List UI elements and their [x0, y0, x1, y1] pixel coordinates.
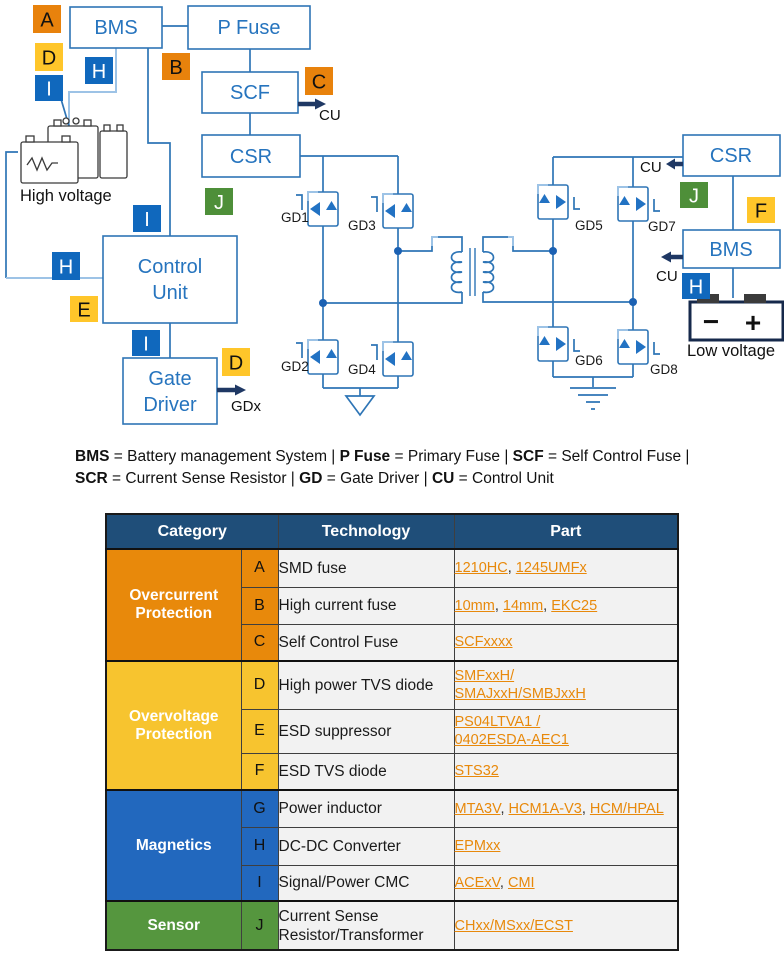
cu-label-scf: CU	[319, 107, 341, 124]
part-link[interactable]: 14mm	[502, 597, 544, 614]
row-letter: E	[241, 709, 278, 753]
legend-line-2: SCR = Current Sense Resistor | GD = Gate Driver | CU = Control Unit	[75, 470, 554, 487]
cu-label-bms: CU	[656, 268, 678, 285]
row-letter: I	[241, 865, 278, 901]
part-link[interactable]: 1245UMFx	[515, 560, 587, 577]
badge-i3: I	[143, 333, 149, 356]
row-technology: Signal/Power CMC	[278, 865, 454, 901]
row-technology: DC-DC Converter	[278, 827, 454, 865]
badge-e: E	[77, 299, 91, 322]
part-link[interactable]: ACExV	[454, 874, 500, 891]
gd4-label: GD4	[348, 362, 376, 377]
legend-key: SCR	[75, 470, 108, 487]
row-technology: Power inductor	[278, 790, 454, 827]
part-link[interactable]: CHxx/MSxx/ECST	[454, 917, 573, 934]
badge-b: B	[169, 57, 183, 79]
row-letter: F	[241, 753, 278, 790]
control-unit-box	[103, 236, 237, 323]
row-parts	[454, 901, 678, 950]
row-parts: MTA3V, HCM1A-V3, HCM/HPAL	[454, 790, 678, 827]
part-link[interactable]: MTA3V	[454, 800, 501, 817]
row-technology: High power TVS diode	[278, 661, 454, 709]
part-link[interactable]: CMI	[507, 874, 535, 891]
row-parts	[454, 827, 678, 865]
badge-j2: J	[689, 185, 699, 208]
gd3-label: GD3	[348, 218, 376, 233]
row-letter: J	[241, 901, 278, 950]
low-voltage-battery-icon	[690, 294, 783, 340]
row-letter: B	[241, 587, 278, 624]
category-overvoltage: Overvoltage Protection	[106, 661, 241, 790]
bms-label-2: BMS	[709, 239, 753, 261]
header-technology: Technology	[278, 514, 454, 549]
part-link[interactable]: EPMxx	[454, 838, 501, 854]
gd2-label: GD2	[281, 359, 309, 374]
part-link[interactable]: 1210HC	[454, 560, 508, 577]
row-letter: A	[241, 549, 278, 587]
table-row-j	[106, 901, 678, 950]
csr-label-2: CSR	[709, 145, 753, 167]
row-technology: High current fuse	[278, 587, 454, 624]
row-technology: SMD fuse	[278, 549, 454, 587]
legend-value: Gate Driver	[340, 470, 420, 487]
table-row-a	[106, 549, 678, 587]
battery-plus: +	[744, 307, 762, 338]
gd6-label: GD6	[575, 353, 603, 368]
category-overcurrent: Overcurrent Protection	[106, 549, 241, 661]
row-parts	[454, 661, 678, 709]
badge-h1: H	[91, 61, 107, 83]
row-technology: ESD suppressor	[278, 709, 454, 753]
mosfets	[296, 185, 660, 376]
part-link[interactable]: STS32	[454, 763, 499, 780]
legend-key: P Fuse	[339, 448, 391, 465]
scf-label: SCF	[230, 82, 270, 104]
bms-label-1: BMS	[94, 17, 138, 39]
legend-key: BMS	[75, 448, 110, 465]
part-link[interactable]: PS04LTVA1 / 0402ESDA-AEC1	[454, 714, 569, 748]
badge-i2: I	[144, 209, 150, 231]
gd8-label: GD8	[650, 362, 678, 377]
row-parts	[454, 709, 678, 753]
badge-c: C	[311, 71, 327, 94]
part-link[interactable]: EKC25	[551, 597, 598, 614]
row-letter: C	[241, 624, 278, 661]
gd7-label: GD7	[648, 219, 676, 234]
badge-h2: H	[58, 256, 74, 279]
table-row-g	[106, 790, 678, 827]
abbreviation-legend	[75, 446, 735, 490]
legend-line-1: BMS = Battery management System | P Fuse = Primary Fuse | SCF = Self Control Fuse |	[75, 448, 690, 465]
transformer	[452, 248, 494, 296]
gate-driver-label-1: Gate	[148, 368, 192, 390]
badge-i1: I	[46, 78, 52, 101]
legend-key: GD	[299, 470, 323, 487]
row-letter: D	[241, 661, 278, 709]
parts-table	[105, 513, 679, 951]
legend-key: CU	[431, 470, 455, 487]
part-link[interactable]: SMFxxH/ SMAJxxH/SMBJxxH	[454, 668, 586, 703]
circuit-diagram	[0, 0, 784, 436]
low-voltage-label: Low voltage	[687, 342, 776, 360]
row-technology: Current Sense Resistor/Transformer	[278, 901, 454, 950]
legend-value: Primary Fuse	[407, 448, 501, 465]
legend-value: Battery management System	[127, 448, 327, 465]
row-letter: G	[241, 790, 278, 827]
high-voltage-battery-icon	[21, 118, 127, 183]
gdx-label: GDx	[231, 398, 261, 415]
mosfet-gd5	[538, 185, 580, 219]
control-unit-label-1: Control	[137, 256, 203, 278]
badge-d1: D	[41, 47, 57, 70]
high-voltage-label: High voltage	[20, 187, 112, 205]
row-letter: H	[241, 827, 278, 865]
header-part: Part	[454, 514, 678, 549]
battery-minus: −	[702, 306, 720, 337]
table-row-d	[106, 661, 678, 709]
control-unit-label-2: Unit	[152, 282, 188, 304]
csr-label-1: CSR	[229, 146, 273, 168]
mosfet-gd3	[371, 194, 413, 228]
legend-value: Self Control Fuse	[561, 448, 682, 465]
badge-h3: H	[688, 276, 704, 299]
mosfet-gd7	[618, 187, 660, 221]
badge-f: F	[754, 200, 768, 223]
legend-key: SCF	[512, 448, 544, 465]
category-sensor: Sensor	[106, 901, 241, 950]
part-link[interactable]: HCM1A-V3	[508, 800, 582, 817]
mosfet-gd4	[371, 342, 413, 376]
row-parts	[454, 753, 678, 790]
header-category: Category	[106, 514, 278, 549]
legend-value: Control Unit	[472, 470, 554, 487]
junction-dots	[319, 247, 637, 307]
row-parts	[454, 624, 678, 661]
category-magnetics: Magnetics	[106, 790, 241, 901]
row-parts: 10mm, 14mm, EKC25	[454, 587, 678, 624]
gd1-label: GD1	[281, 210, 309, 225]
legend-value: Current Sense Resistor	[125, 470, 287, 487]
row-technology: Self Control Fuse	[278, 624, 454, 661]
table-header-row	[106, 514, 678, 549]
mosfet-gd8	[618, 330, 660, 364]
badge-j1: J	[214, 192, 224, 214]
row-parts: ACExV, CMI	[454, 865, 678, 901]
row-technology: ESD TVS diode	[278, 753, 454, 790]
p-fuse-label: P Fuse	[217, 17, 281, 39]
badge-d2: D	[228, 352, 244, 375]
mosfet-gd6	[538, 327, 580, 361]
part-link[interactable]: 10mm	[454, 597, 495, 614]
part-link[interactable]: SCFxxxx	[454, 634, 513, 651]
row-parts: 1210HC, 1245UMFx	[454, 549, 678, 587]
cu-label-csr: CU	[640, 159, 662, 176]
gate-driver-label-2: Driver	[143, 394, 197, 416]
gd5-label: GD5	[575, 218, 603, 233]
part-link[interactable]: HCM/HPAL	[589, 800, 664, 817]
badge-a: A	[40, 9, 54, 32]
